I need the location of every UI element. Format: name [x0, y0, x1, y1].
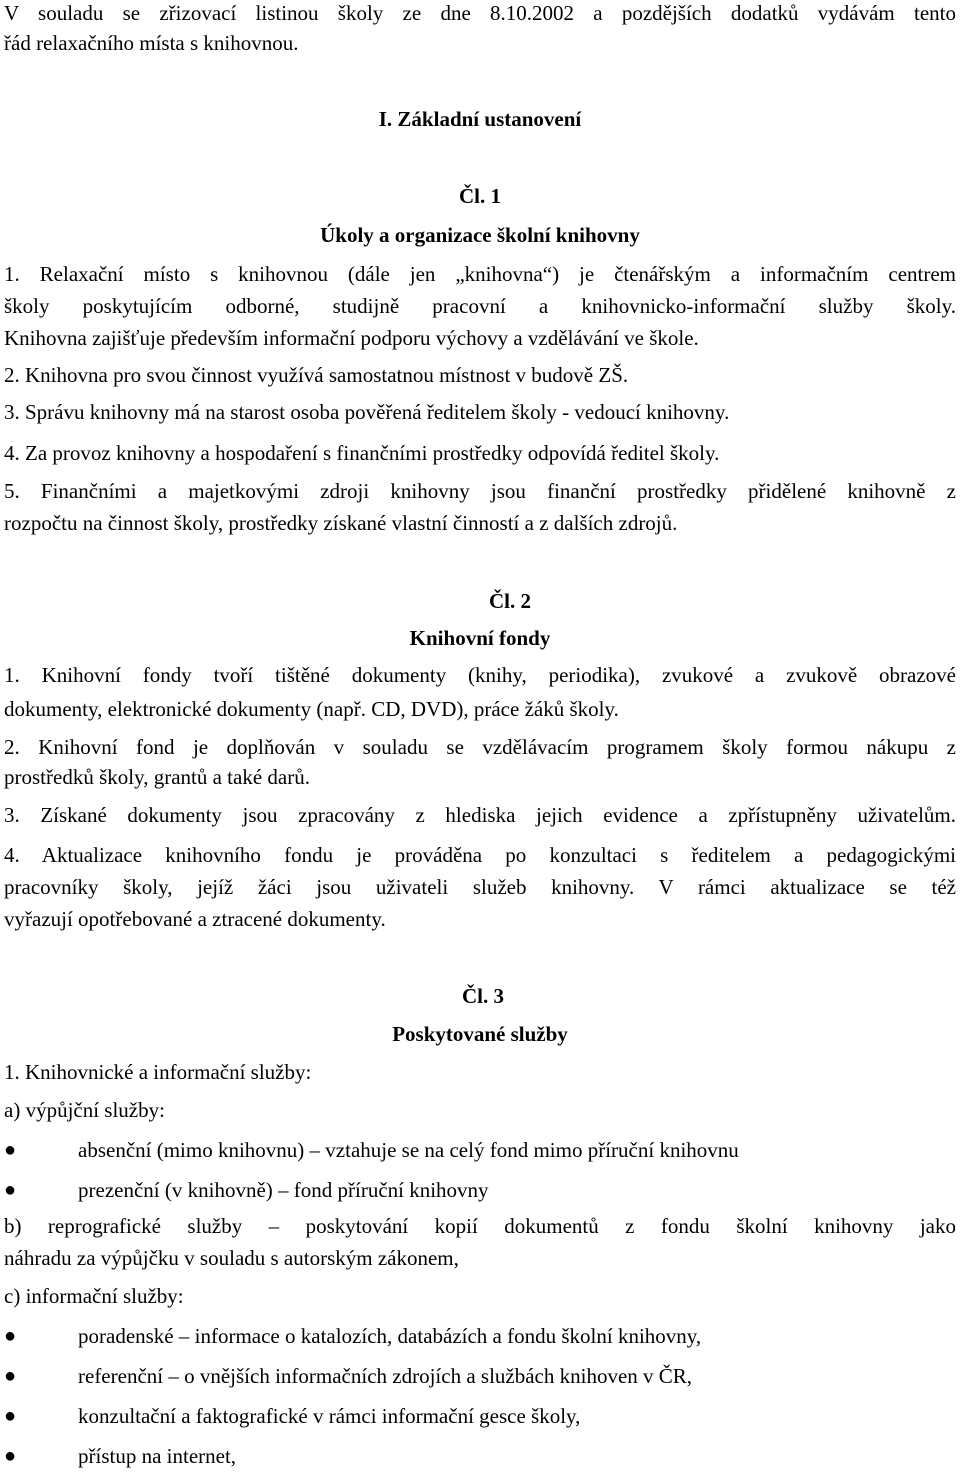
article-1-line: 2. Knihovna pro svou činnost využívá samostatnou místnost v budově ZŠ. [4, 363, 629, 387]
article-1-line: Knihovna zajišťuje především informační podporu výchovy a vzdělávání ve škole. [4, 326, 699, 350]
service-item: přístup na internet, [78, 1444, 237, 1468]
bullet-icon: ● [4, 1325, 17, 1347]
intro-line-1: V souladu se zřizovací listinou školy ze dne 8.10.2002 a pozdějších dodatků vydávám tento [4, 1, 956, 25]
service-item: prezenční (v knihovně) – fond příruční knihovny [78, 1178, 489, 1202]
article-2-number: Čl. 2 [489, 589, 531, 613]
article-2-line: prostředků školy, grantů a také darů. [4, 765, 310, 789]
article-1-line: 3. Správu knihovny má na starost osoba pověřená ředitelem školy - vedoucí knihovny. [4, 400, 730, 424]
service-item: konzultační a faktografické v rámci informační gesce školy, [78, 1404, 581, 1428]
article-3-line: a) výpůjční služby: [4, 1098, 165, 1122]
article-1-line: 1. Relaxační místo s knihovnou (dále jen „knihovna“) je čtenářským a informačním centrem [4, 262, 956, 286]
bullet-icon: ● [4, 1365, 17, 1387]
service-item: referenční – o vnějších informačních zdrojích a službách knihoven v ČR, [78, 1364, 693, 1388]
service-item: poradenské – informace o katalozích, databázích a fondu školní knihovny, [78, 1324, 702, 1348]
article-1-title: Úkoly a organizace školní knihovny [320, 223, 640, 247]
article-3-title: Poskytované služby [392, 1022, 568, 1046]
service-item: absenční (mimo knihovnu) – vztahuje se na celý fond mimo příruční knihovnu [78, 1138, 739, 1162]
article-3-line: b) reprografické služby – poskytování kopií dokumentů z fondu školní knihovny jako [4, 1214, 956, 1238]
article-2-line: 1. Knihovní fondy tvoří tištěné dokumenty (knihy, periodika), zvukové a zvukově obrazové [4, 663, 956, 687]
intro-line-2: řád relaxačního místa s knihovnou. [4, 31, 299, 55]
article-3-number: Čl. 3 [462, 984, 504, 1008]
part-title: I. Základní ustanovení [378, 107, 582, 131]
article-3-line: c) informační služby: [4, 1284, 184, 1308]
article-1-line: 5. Finančními a majetkovými zdroji knihovny jsou finanční prostředky přidělené knihovně z [4, 479, 956, 503]
bullet-icon: ● [4, 1405, 17, 1427]
article-1-number: Čl. 1 [459, 184, 501, 208]
article-1-line: školy poskytujícím odborné, studijně pracovní a knihovnicko-informační služby školy. [4, 294, 956, 318]
article-3-line: 1. Knihovnické a informační služby: [4, 1060, 312, 1084]
article-1-line: rozpočtu na činnost školy, prostředky získané vlastní činností a z dalších zdrojů. [4, 511, 678, 535]
bullet-icon: ● [4, 1445, 17, 1467]
article-2-line: dokumenty, elektronické dokumenty (např. CD, DVD), práce žáků školy. [4, 697, 619, 721]
article-3-line: náhradu za výpůjčku v souladu s autorským zákonem, [4, 1246, 459, 1270]
article-2-title: Knihovní fondy [409, 626, 551, 650]
article-2-line: pracovníky školy, jejíž žáci jsou uživateli služeb knihovny. V rámci aktualizace se též [4, 875, 956, 899]
bullet-icon: ● [4, 1179, 17, 1201]
article-1-line: 4. Za provoz knihovny a hospodaření s finančními prostředky odpovídá ředitel školy. [4, 441, 720, 465]
article-2-line: 4. Aktualizace knihovního fondu je prováděna po konzultaci s ředitelem a pedagogickými [4, 843, 956, 867]
article-2-line: vyřazují opotřebované a ztracené dokumenty. [4, 907, 386, 931]
article-2-line: 3. Získané dokumenty jsou zpracovány z hlediska jejich evidence a zpřístupněny uživatelům. [4, 803, 956, 827]
article-2-line: 2. Knihovní fond je doplňován v souladu se vzdělávacím programem školy formou nákupu z [4, 735, 956, 759]
bullet-icon: ● [4, 1139, 17, 1161]
